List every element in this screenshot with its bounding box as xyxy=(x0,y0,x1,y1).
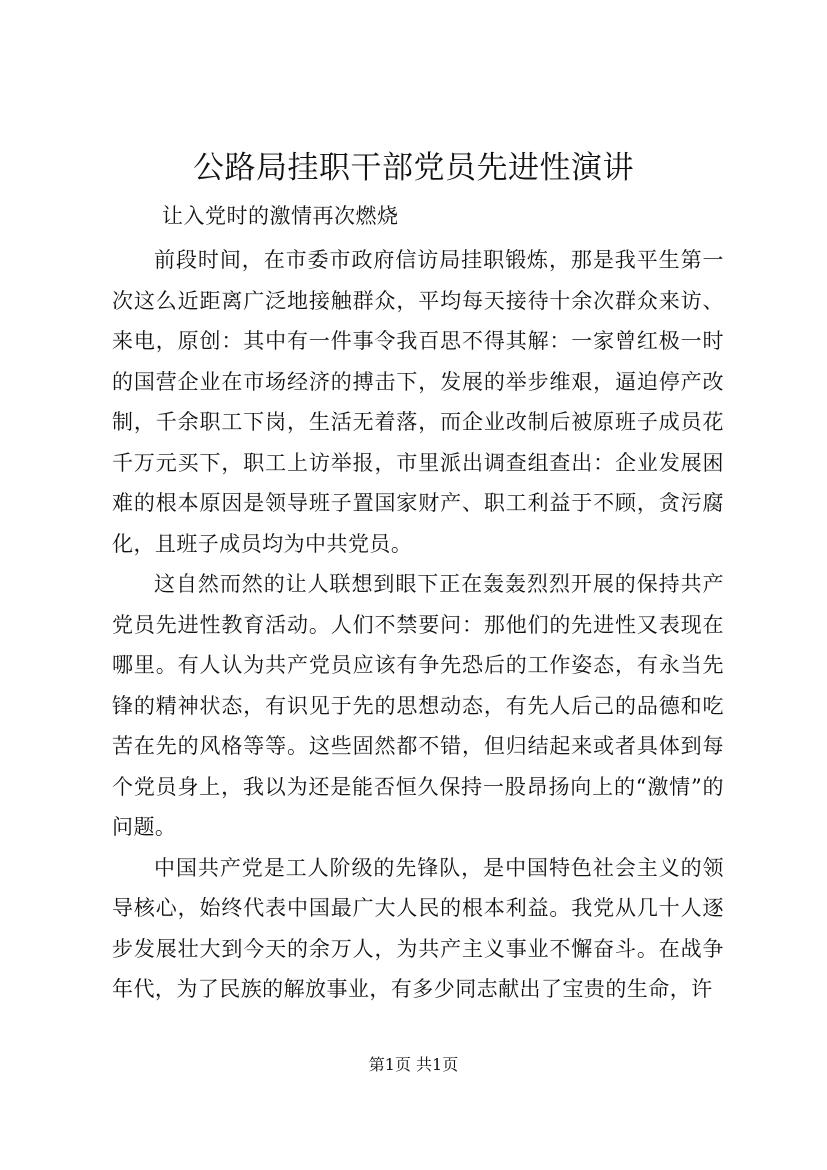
document-title: 公路局挂职干部党员先进性演讲 xyxy=(193,150,634,186)
paragraph: 中国共产党是工人阶级的先锋队，是中国特色社会主义的领导核心，始终代表中国最广大人民的根本利益。我党从几十人逐步发展壮大到今天的余万人，为共产主义事业不懈奋斗。在战争年代，为了民族的解放事业，有多少同志献出了宝贵的生命，许 xyxy=(112,855,724,1001)
page-footer: 第1页 共1页 xyxy=(368,1055,459,1074)
document-subtitle: 让入党时的激情再次燃烧 xyxy=(162,204,399,228)
paragraph: 前段时间，在市委市政府信访局挂职锻炼，那是我平生第一次这么近距离广泛地接触群众，平均每天接待十余次群众来访、来电，原创：其中有一件事令我百思不得其解：一家曾红极一时的国营企业在市场经济的搏击下，发展的举步维艰，逼迫停产改制，千余职工下岗，生活无着落，而企业改制后被原班子成员花千万元买下，职工上访举报，市里派出调查组查出：企业发展困难的根本原因是领导班子置国家财产、职工利益于不顾，贪污腐化，且班子成员均为中共党员。 xyxy=(112,248,724,556)
document-body xyxy=(112,240,724,1010)
paragraph: 这自然而然的让人联想到眼下正在轰轰烈烈开展的保持共产党员先进性教育活动。人们不禁要问：那他们的先进性又表现在哪里。有人认为共产党员应该有争先恐后的工作姿态，有永当先锋的精神状态，有识见于先的思想动态，有先人后己的品德和吃苦在先的风格等等。这些固然都不错，但归结起来或者具体到每个党员身上，我以为还是能否恒久保持一股昂扬向上的“激情”的问题。 xyxy=(112,572,724,839)
